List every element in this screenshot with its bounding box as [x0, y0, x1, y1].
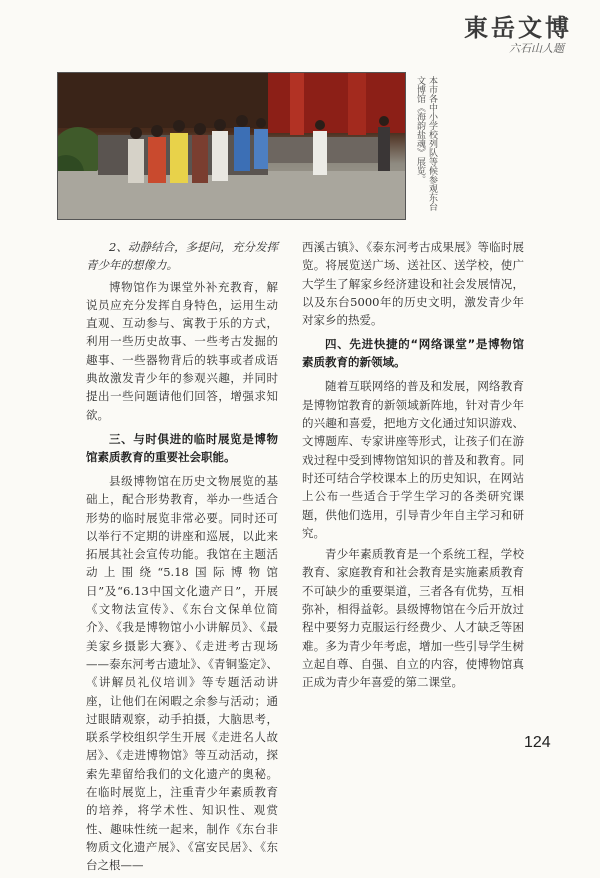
event-photo — [57, 72, 406, 220]
point-2-paragraph: 博物馆作为课堂外补充教育，解说员应充分发挥自身特色，运用生动直观、互动参与、寓教于乐的方式，利用一些历史故事、一些考古发掘的趣事、一些器物背后的轶事或者成语典故激发青少年的参观兴趣，并同时提出一些问题请他们回答，增强求知欲。 — [86, 279, 278, 422]
right-column — [302, 238, 524, 695]
section-3-heading: 三、与时俱进的临时展览是博物馆素质教育的重要社会职能。 — [86, 431, 278, 464]
header-signature: 六石山人题 — [509, 42, 564, 55]
photo-caption: 本市各中小学校列队等候参观东台文博馆《海韵盐魂》展览。 — [415, 76, 437, 211]
point-2-title: 2、动静结合，多提问，充分发挥青少年的想像力。 — [86, 240, 278, 273]
continued-paragraph: 西溪古镇》、《泰东河考古成果展》等临时展览。将展览送广场、送社区、送学校，使广大学生了解家乡经济建设和社会发展情况，以及东台5000年的历史文明，激发青少年对家乡的热爱。 — [302, 240, 524, 328]
crowd-photo-illustration — [58, 73, 405, 219]
conclusion-paragraph: 青少年素质教育是一个系统工程，学校教育、家庭教育和社会教育是实施素质教育不可缺少的重要渠道，三者各有优势，互相弥补，相得益彰。县级博物馆在今后开放过程中要努力克服运行经费少、人才缺乏等困难。多为青少年考虑，增加一些引导学生树立起自尊、自强、自立的内容，使博物馆真正成为青少年喜爱的第二课堂。 — [302, 547, 524, 690]
section-3-paragraph: 县级博物馆在历史文物展览的基础上，配合形势教育，举办一些适合形势的临时展览非常必要。同时还可以举行不定期的讲座和巡展，以此来拓展其社会宣传功能。我馆在主题活动上围绕“5.18国际博物馆日”及“6.13中国文化遗产日”，开展《文物法宣传》、《东台文保单位简介》、《我是博物馆小小讲解员》、《最美家乡摄影大赛》、《走进考古现场——泰东河考古遗址》、《青铜鉴定》、《讲解员礼仪培训》等专题活动讲座，让他们在闲暇之余参与活动；通过眼睛观察，动手拍摄，大脑思考，联系学校组织学生开展《走进名人故居》、《走进博物馆》等互动活动，探索先辈留给我们的文化遗产的奥秘。在临时展览上，注重青少年素质教育的培养，将学术性、知识性、观赏性、趣味性统一起来，制作《东台非物质文化遗产展》、《富安民居》、《东台之根—— — [86, 473, 278, 873]
header-logo: 東岳文博 — [464, 13, 572, 42]
section-4-heading: 四、先进快捷的“网络课堂”是博物馆素质教育的新领域。 — [302, 337, 524, 370]
left-column — [86, 238, 278, 878]
page-number: 124 — [524, 734, 551, 751]
section-4-paragraph: 随着互联网络的普及和发展，网络教育是博物馆教育的新领域新阵地，针对青少年的兴趣和喜爱，把地方文化通过知识游戏、文博题库、专家讲座等形式，让孩子们在游戏过程中受到博物馆知识的普及和教育。同时还可结合学校课本上的历史知识，在网站上公布一些适合于学生学习的各类研究课题，供他们选用，引导青少年自主学习和研究。 — [302, 379, 524, 540]
